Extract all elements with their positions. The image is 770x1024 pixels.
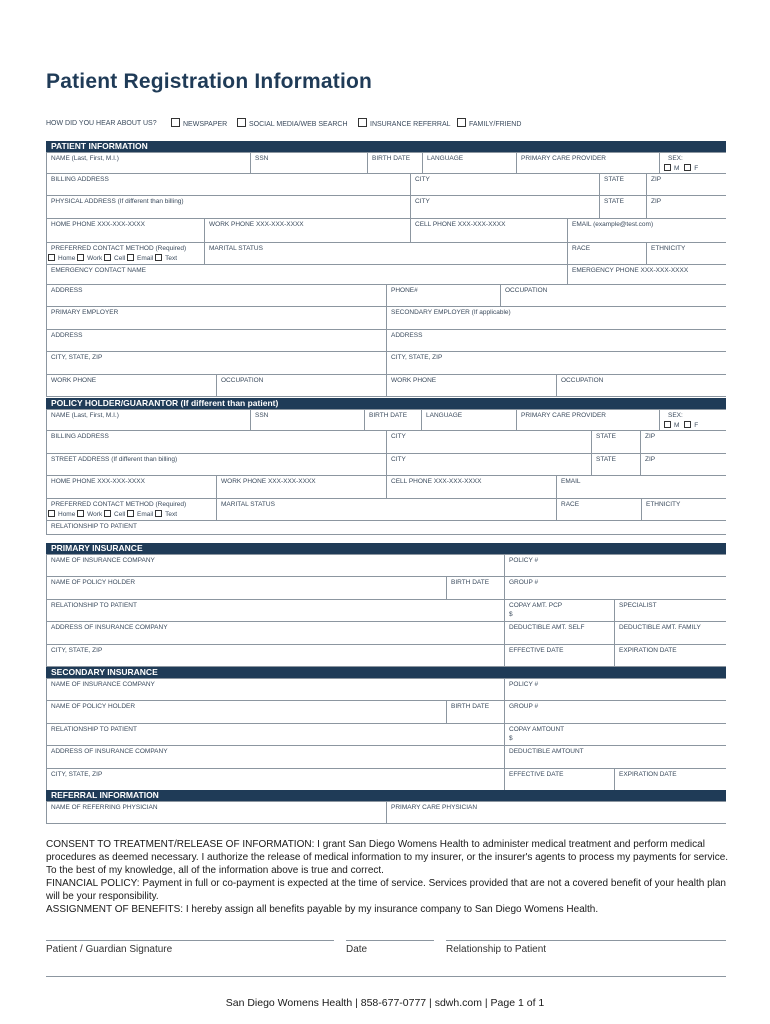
form-row xyxy=(47,265,726,285)
field-copay-pcp[interactable] xyxy=(505,600,615,621)
field-state[interactable]: STATE xyxy=(592,454,641,475)
form-row xyxy=(47,600,726,622)
form-row xyxy=(47,153,726,174)
checkbox-icon[interactable] xyxy=(684,421,691,428)
form-row xyxy=(47,746,726,769)
date-label: Date xyxy=(346,944,368,955)
field-company-address[interactable]: ADDRESS OF INSURANCE COMPANY xyxy=(47,746,505,768)
field-marital-status[interactable]: MARITAL STATUS xyxy=(205,243,568,264)
field-work-phone[interactable]: WORK PHONE XXX-XXX-XXXX xyxy=(205,219,411,242)
field-zip[interactable]: ZIP xyxy=(645,456,656,463)
field-secondary-employer[interactable]: SECONDARY EMPLOYER (If applicable) xyxy=(391,309,511,316)
field-race[interactable]: RACE xyxy=(568,243,647,264)
field-group-number[interactable]: GROUP # xyxy=(509,579,539,586)
field-insurance-company[interactable]: NAME OF INSURANCE COMPANY xyxy=(47,555,505,576)
field-street-address[interactable]: STREET ADDRESS (If different than billing) xyxy=(47,454,387,475)
form-row xyxy=(47,285,726,307)
field-email[interactable]: EMAIL xyxy=(561,478,581,485)
field-primary-care-physician[interactable]: PRIMARY CARE PHYSICIAN xyxy=(391,804,478,811)
field-city[interactable]: CITY xyxy=(411,174,600,195)
form-row xyxy=(47,375,726,397)
field-home-phone[interactable]: HOME PHONE XXX-XXX-XXXX xyxy=(47,219,205,242)
field-emergency-occupation[interactable]: OCCUPATION xyxy=(505,287,548,294)
option-family-friend[interactable]: FAMILY/FRIEND xyxy=(457,118,521,128)
field-race[interactable]: RACE xyxy=(557,499,642,520)
field-primary-employer[interactable]: PRIMARY EMPLOYER xyxy=(47,307,387,329)
checkbox-icon[interactable] xyxy=(664,421,671,428)
referral-source-label: HOW DID YOU HEAR ABOUT US? xyxy=(46,120,157,127)
section-primary-insurance: PRIMARY INSURANCE xyxy=(46,543,726,554)
field-billing-address[interactable]: BILLING ADDRESS xyxy=(47,431,387,453)
field-expiration-date[interactable]: EXPIRATION DATE xyxy=(619,647,677,654)
field-primary-care-provider[interactable]: PRIMARY CARE PROVIDER xyxy=(517,410,660,430)
form-row xyxy=(47,243,726,265)
field-primary-care-provider[interactable]: PRIMARY CARE PROVIDER xyxy=(517,153,660,173)
form-row xyxy=(47,555,726,577)
copay-label: COPAY AMTOUNT xyxy=(509,726,565,733)
field-insurance-company[interactable]: NAME OF INSURANCE COMPANY xyxy=(47,679,505,700)
field-relationship[interactable]: RELATIONSHIP TO PATIENT xyxy=(47,724,505,745)
footer-divider xyxy=(46,976,726,977)
field-zip[interactable]: ZIP xyxy=(651,198,662,205)
form-row xyxy=(47,352,726,375)
field-city[interactable]: CITY xyxy=(387,431,592,453)
form-row xyxy=(47,769,726,791)
field-ethnicity[interactable]: ETHNICITY xyxy=(646,501,681,508)
form-row xyxy=(47,521,726,535)
checkbox-icon[interactable] xyxy=(127,254,134,261)
form-row xyxy=(47,701,726,724)
field-work-phone[interactable]: WORK PHONE XXX-XXX-XXXX xyxy=(217,476,387,498)
field-cell-phone[interactable]: CELL PHONE XXX-XXX-XXXX xyxy=(411,219,568,242)
field-language[interactable]: LANGUAGE xyxy=(423,153,517,173)
copay-label: COPAY AMT. PCP xyxy=(509,602,563,609)
sex-options: M F xyxy=(664,164,726,172)
secondary-insurance-grid xyxy=(46,678,726,791)
field-secondary-city-state-zip[interactable]: CITY, STATE, ZIP xyxy=(391,354,443,361)
field-employer-work-phone[interactable]: WORK PHONE xyxy=(47,375,217,396)
checkbox-icon[interactable] xyxy=(77,254,84,261)
field-emergency-address[interactable]: ADDRESS xyxy=(47,285,387,306)
checkbox-icon[interactable] xyxy=(127,510,134,517)
contact-options: Home Work Cell Email Text xyxy=(48,254,204,262)
field-deductible-self[interactable]: DEDUCTIBLE AMT. SELF xyxy=(505,622,615,644)
form-row xyxy=(47,645,726,667)
field-ethnicity[interactable]: ETHNICITY xyxy=(651,245,686,252)
checkbox-icon[interactable] xyxy=(104,510,111,517)
field-policy-number[interactable]: POLICY # xyxy=(509,557,539,564)
footer: San Diego Womens Health | 858-677-0777 | sdwh.com | Page 1 of 1 xyxy=(225,997,545,1009)
field-language[interactable]: LANGUAGE xyxy=(422,410,517,430)
checkbox-icon[interactable] xyxy=(358,118,367,127)
relationship-line[interactable] xyxy=(446,940,726,941)
field-expiration-date[interactable]: EXPIRATION DATE xyxy=(619,771,677,778)
checkbox-icon[interactable] xyxy=(171,118,180,127)
field-ssn[interactable]: SSN xyxy=(251,153,368,173)
form-row xyxy=(47,476,726,499)
field-emergency-contact[interactable]: EMERGENCY CONTACT NAME xyxy=(47,265,568,284)
field-zip[interactable]: ZIP xyxy=(651,176,662,183)
field-employer-city-state-zip[interactable]: CITY, STATE, ZIP xyxy=(47,352,387,374)
field-sex[interactable] xyxy=(660,410,726,430)
field-city[interactable]: CITY xyxy=(411,196,600,218)
primary-insurance-grid xyxy=(46,554,726,667)
field-ssn[interactable]: SSN xyxy=(251,410,365,430)
field-name[interactable]: NAME (Last, First, M.I.) xyxy=(47,153,251,173)
field-holder-birth-date[interactable]: BIRTH DATE xyxy=(447,577,505,599)
field-birth-date[interactable]: BIRTH DATE xyxy=(365,410,422,430)
field-secondary-work-phone[interactable]: WORK PHONE xyxy=(387,375,557,396)
field-state[interactable]: STATE xyxy=(592,431,641,453)
field-sex[interactable] xyxy=(660,153,726,173)
checkbox-icon[interactable] xyxy=(48,510,55,517)
consent-treatment: CONSENT TO TREATMENT/RELEASE OF INFORMATION: I grant San Diego Womens Health to administer medical treatment and perform medical procedures as deemed necessary. I authorize the release of medical information to my insurer, or the insurer's agents to process my payments for service. To the best of my knowledge, all of the information above is true and correct. xyxy=(46,839,729,876)
checkbox-icon[interactable] xyxy=(155,510,162,517)
contact-options: Home Work Cell Email Text xyxy=(48,510,216,518)
form-row xyxy=(47,196,726,219)
field-policy-holder[interactable]: NAME OF POLICY HOLDER xyxy=(47,577,447,599)
assignment-of-benefits: ASSIGNMENT OF BENEFITS: I hereby assign all benefits payable by my insurance company to San Diego Womens Health. xyxy=(46,904,599,915)
date-line[interactable] xyxy=(346,940,434,941)
dollar-sign: $ xyxy=(509,611,513,618)
checkbox-icon[interactable] xyxy=(664,164,671,171)
preferred-contact-label: PREFERRED CONTACT METHOD (Required) xyxy=(51,501,187,508)
field-company-address[interactable]: ADDRESS OF INSURANCE COMPANY xyxy=(47,622,505,644)
field-secondary-employer-address[interactable]: ADDRESS xyxy=(391,332,423,339)
field-employer-occupation[interactable]: OCCUPATION xyxy=(217,375,387,396)
form-row xyxy=(47,679,726,701)
dollar-sign: $ xyxy=(509,735,513,742)
form-row xyxy=(47,454,726,476)
option-social-media[interactable]: SOCIAL MEDIA/WEB SEARCH xyxy=(237,118,348,128)
form-row xyxy=(47,431,726,454)
field-city-state-zip[interactable]: CITY, STATE, ZIP xyxy=(47,645,505,666)
relationship-label: Relationship to Patient xyxy=(446,944,547,955)
consent-text xyxy=(46,838,730,916)
field-deductible-family[interactable]: DEDUCTIBLE AMT. FAMILY xyxy=(619,624,701,631)
section-policy-holder: POLICY HOLDER/GUARANTOR (If different than patient) xyxy=(46,398,726,409)
field-zip[interactable]: ZIP xyxy=(645,433,656,440)
field-billing-address[interactable]: BILLING ADDRESS xyxy=(47,174,411,195)
checkbox-icon[interactable] xyxy=(155,254,162,261)
preferred-contact-label: PREFERRED CONTACT METHOD (Required) xyxy=(51,245,187,252)
checkbox-icon[interactable] xyxy=(48,254,55,261)
field-policy-number[interactable]: POLICY # xyxy=(509,681,539,688)
checkbox-icon[interactable] xyxy=(77,510,84,517)
field-city[interactable]: CITY xyxy=(387,454,592,475)
field-policy-holder[interactable]: NAME OF POLICY HOLDER xyxy=(47,701,447,723)
field-effective-date[interactable]: EFFECTIVE DATE xyxy=(505,769,615,790)
form-row xyxy=(47,219,726,243)
financial-policy: FINANCIAL POLICY: Payment in full or co-payment is expected at the time of service. Services provided that are not a covered benefit of your health plan will be your responsibility. xyxy=(46,878,726,902)
field-name[interactable]: NAME (Last, First, M.I.) xyxy=(47,410,251,430)
option-newspaper[interactable]: NEWSPAPER xyxy=(171,118,227,128)
field-group-number[interactable]: GROUP # xyxy=(509,703,539,710)
section-patient-information: PATIENT INFORMATION xyxy=(46,141,726,152)
field-preferred-contact[interactable] xyxy=(47,499,217,520)
page-title: Patient Registration Information xyxy=(46,70,373,93)
patient-information-grid xyxy=(46,152,726,397)
form-row xyxy=(47,307,726,330)
field-emergency-phone-number[interactable]: PHONE# xyxy=(387,285,501,306)
field-email[interactable]: EMAIL (example@test.com) xyxy=(572,221,654,228)
form-row xyxy=(47,577,726,600)
field-city-state-zip[interactable]: CITY, STATE, ZIP xyxy=(47,769,505,790)
checkbox-icon[interactable] xyxy=(684,164,691,171)
referral-grid xyxy=(46,801,726,824)
form-row xyxy=(47,410,726,431)
section-secondary-insurance: SECONDARY INSURANCE xyxy=(46,667,726,678)
field-employer-address[interactable]: ADDRESS xyxy=(47,330,387,351)
sex-options: M F xyxy=(664,421,726,429)
field-referring-physician[interactable]: NAME OF REFERRING PHYSICIAN xyxy=(47,802,387,823)
field-relationship[interactable]: RELATIONSHIP TO PATIENT xyxy=(47,600,505,621)
checkbox-icon[interactable] xyxy=(104,254,111,261)
field-state[interactable]: STATE xyxy=(600,174,647,195)
sex-label: SEX: xyxy=(668,412,683,419)
checkbox-icon[interactable] xyxy=(457,118,466,127)
field-emergency-phone[interactable]: EMERGENCY PHONE XXX-XXX-XXXX xyxy=(572,267,689,274)
field-secondary-occupation[interactable]: OCCUPATION xyxy=(561,377,604,384)
form-row xyxy=(47,724,726,746)
form-row xyxy=(47,622,726,645)
field-home-phone[interactable]: HOME PHONE XXX-XXX-XXXX xyxy=(47,476,217,498)
form-row xyxy=(47,802,726,824)
form-row xyxy=(47,174,726,196)
field-holder-birth-date[interactable]: BIRTH DATE xyxy=(447,701,505,723)
field-cell-phone[interactable]: CELL PHONE XXX-XXX-XXXX xyxy=(387,476,557,498)
field-birth-date[interactable]: BIRTH DATE xyxy=(368,153,423,173)
field-state[interactable]: STATE xyxy=(600,196,647,218)
field-copay-amount[interactable] xyxy=(505,724,726,745)
policy-holder-grid xyxy=(46,409,726,535)
signature-line[interactable] xyxy=(46,940,334,941)
option-insurance-referral[interactable]: INSURANCE REFERRAL xyxy=(358,118,451,128)
field-specialist[interactable]: SPECIALIST xyxy=(619,602,657,609)
field-preferred-contact[interactable] xyxy=(47,243,205,264)
signature-label: Patient / Guardian Signature xyxy=(46,944,173,955)
field-effective-date[interactable]: EFFECTIVE DATE xyxy=(505,645,615,666)
sex-label: SEX: xyxy=(668,155,683,162)
field-marital-status[interactable]: MARITAL STATUS xyxy=(217,499,557,520)
checkbox-icon[interactable] xyxy=(237,118,246,127)
form-row xyxy=(47,330,726,352)
section-referral-information: REFERRAL INFORMATION xyxy=(46,790,726,801)
field-physical-address[interactable]: PHYSICAL ADDRESS (If different than billing) xyxy=(47,196,411,218)
form-row xyxy=(47,499,726,521)
field-relationship[interactable]: RELATIONSHIP TO PATIENT xyxy=(51,523,137,530)
referral-source-question xyxy=(46,118,726,132)
field-deductible-amount[interactable]: DEDUCTIBLE AMTOUNT xyxy=(509,748,584,755)
